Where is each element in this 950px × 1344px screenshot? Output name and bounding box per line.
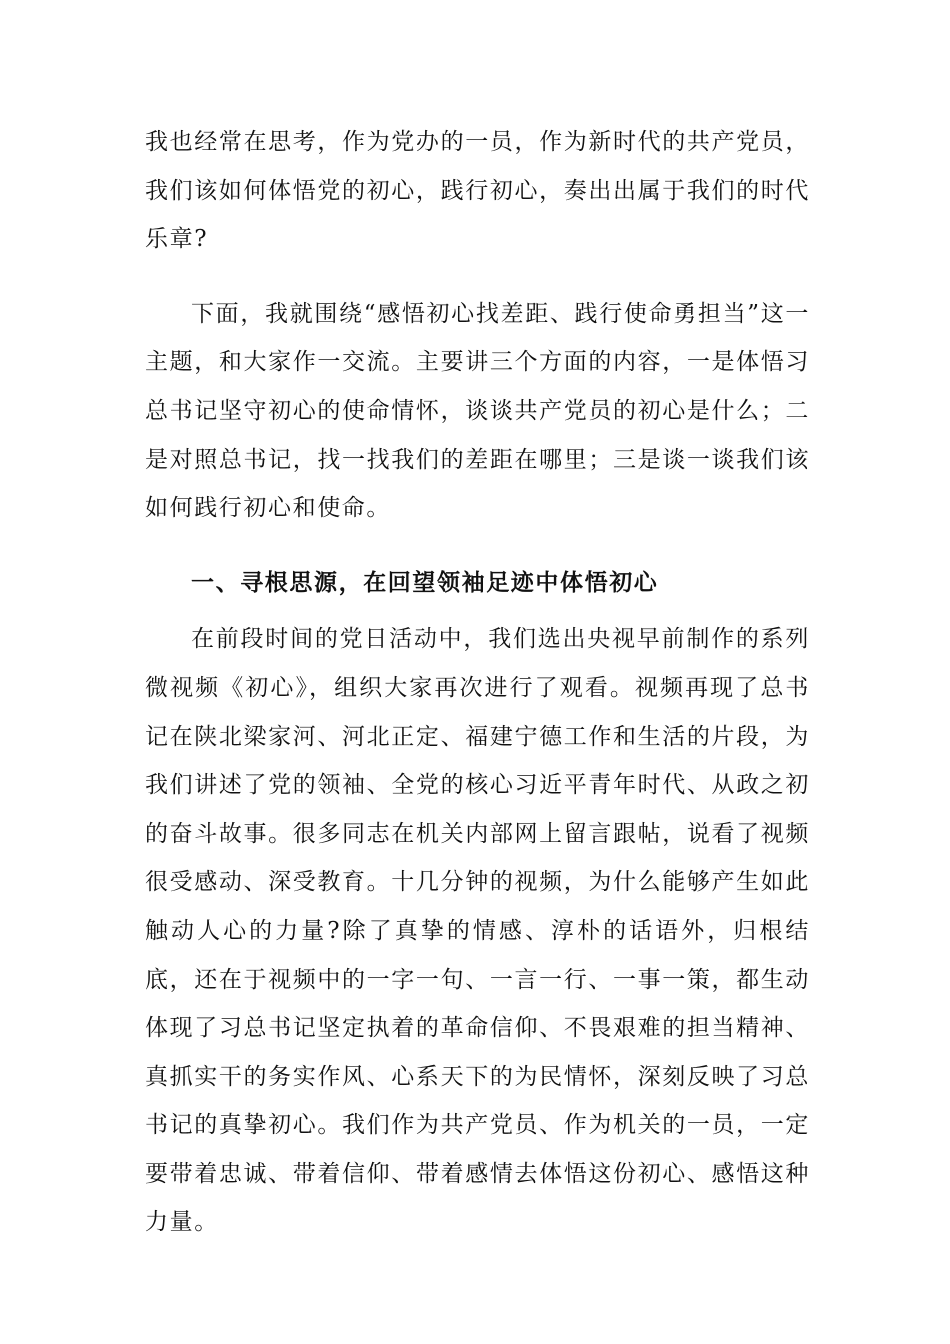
paragraph-overview: 下面，我就围绕“感悟初心找差距、践行使命勇担当”这一主题，和大家作一交流。主要讲三个方面的内容，一是体悟习总书记坚守初心的使命情怀，谈谈共产党员的初心是什么；二是对照总书记，找一找我们的差距在哪里；三是谈一谈我们该如何践行初心和使命。 — [145, 300, 810, 522]
paragraph-gap — [145, 533, 810, 559]
paragraph-gap — [145, 264, 810, 290]
paragraph-section-1-body: 在前段时间的党日活动中，我们选出央视早前制作的系列微视频《初心》，组织大家再次进行了观看。视频再现了总书记在陕北梁家河、河北正定、福建宁德工作和生活的片段，为我们讲述了党的领袖、全党的核心习近平青年时代、从政之初的奋斗故事。很多同志在机关内部网上留言跟帖，说看了视频很受感动、深受教育。十几分钟的视频，为什么能够产生如此触动人心的力量?除了真挚的情感、淳朴的话语外，归根结底，还在于视频中的一字一句、一言一行、一事一策，都生动体现了习总书记坚定执着的革命信仰、不畏艰难的担当精神、真抓实干的务实作风、心系天下的为民情怀，深刻反映了习总书记的真挚初心。我们作为共产党员、作为机关的一员，一定要带着忠诚、带着信仰、带着感情去体悟这份初心、感悟这种力量。 — [145, 626, 810, 1236]
section-heading-1: 一、寻根思源，在回望领袖足迹中体悟初心 — [191, 568, 659, 596]
paragraph-gap — [145, 607, 810, 615]
paragraph-intro: 我也经常在思考，作为党办的一员，作为新时代的共产党员，我们该如何体悟党的初心，践行初心，奏出出属于我们的时代乐章? — [145, 129, 810, 253]
